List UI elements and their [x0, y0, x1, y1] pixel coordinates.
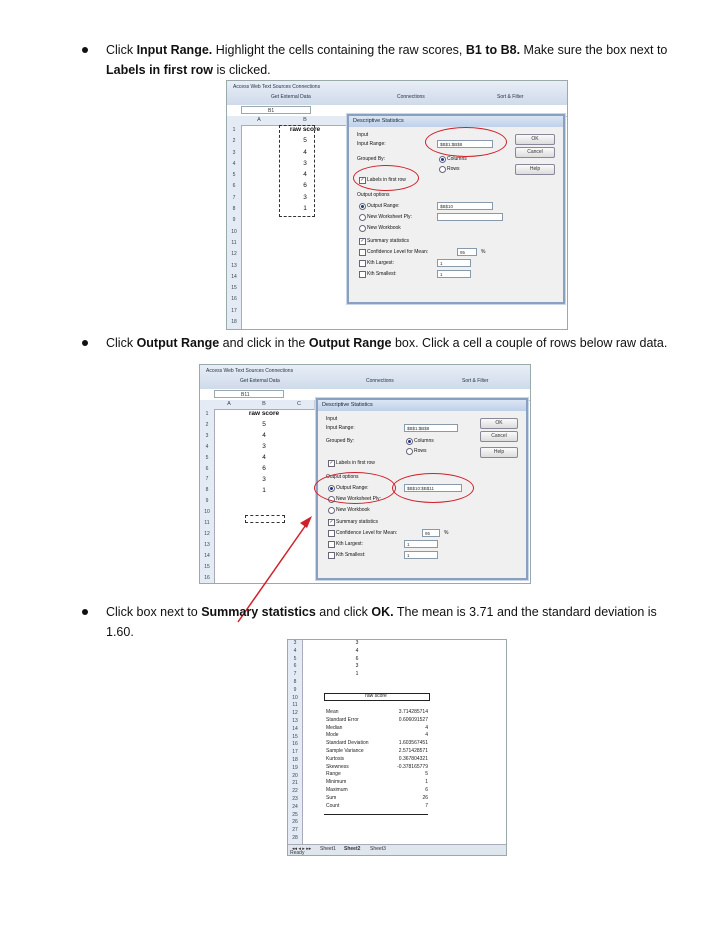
- help-button[interactable]: Help: [480, 447, 518, 458]
- stat-label: Median: [326, 724, 343, 731]
- bullet-icon: [82, 609, 88, 615]
- output-range-field[interactable]: $B$10:$B$11: [404, 484, 462, 492]
- name-box[interactable]: B11: [214, 390, 284, 398]
- stat-value: -0.378165779: [397, 763, 428, 770]
- ok-button[interactable]: OK: [515, 134, 555, 145]
- stat-label: Sample Variance: [326, 748, 364, 754]
- status-bar: Ready: [290, 850, 305, 856]
- excel-ribbon: Access Web Text Sources Connections Get External Data Connections Sort & Filter: [227, 81, 567, 106]
- cancel-button[interactable]: Cancel: [515, 147, 555, 158]
- worksheet-grid[interactable]: A B 1 2 3 4 5 6 7 8 9 10 11 12 13 14 15 16 17 18 raw score 5 4 3 4 6 3 1: [227, 116, 567, 329]
- stat-value: 6: [425, 787, 428, 793]
- excel-screenshot-results: 3 4 5 6 7 8 9 10 11 12 13 14 15 16 17 18 19 20 21 22 23 24 25 26 27 28 3 4 6 3 1 raw score Mean 3.714285714 Standard Error 0.606091527 Median 4 Mode 4 Standard Deviation 1.603567451 Sample Variance 2.571428571 Kurtosis 0.367804321 Skewness -0.378165779 Range 5 Minimum 1 Maximum 6 Sum 26 Count 7 ◂◂ ◂ ▸ ▸▸ Sheet1 Sheet2 Sheet3 Ready: [287, 639, 507, 856]
- descriptive-statistics-dialog: Descriptive Statistics Input Input Range: $B$1:$B$8 Grouped By: Columns Rows ✓ Labels in first row Output options Output Range: $B$10:$B$11 New Worksheet Ply: New Workbook ✓ Summary statistics Confidence Level for Mean: 95 % Kth Largest: 1 Kth Smallest: 1 OK Cancel Help: [316, 398, 528, 580]
- output-range-field[interactable]: $B$10: [437, 202, 493, 210]
- stat-value: 1.603567451: [398, 740, 428, 747]
- stat-label: Skewness: [326, 763, 349, 770]
- kth-largest-field[interactable]: 1: [404, 540, 438, 548]
- stat-value: 2.571428571: [398, 748, 428, 754]
- stat-label: Standard Deviation: [326, 740, 369, 747]
- stat-label: Mode: [326, 732, 339, 739]
- stat-label: Minimum: [326, 779, 347, 786]
- help-button[interactable]: Help: [515, 164, 555, 175]
- kth-largest-field[interactable]: 1: [437, 259, 471, 267]
- kth-smallest-field[interactable]: 1: [404, 551, 438, 559]
- sheet-tabs: [288, 844, 506, 855]
- labels-first-row-checkbox[interactable]: ✓: [360, 177, 365, 183]
- confidence-level-field[interactable]: 95: [422, 529, 440, 537]
- excel-ribbon: Access Web Text Sources Connections Get External Data Connections Sort & Filter: [200, 365, 530, 390]
- stat-value: 0.367804321: [398, 755, 428, 762]
- stat-label: Standard Error: [326, 716, 359, 723]
- kth-smallest-field[interactable]: 1: [437, 270, 471, 278]
- step-3-text: Click box next to Summary statistics and click OK. The mean is 3.71 and the standard deviation is 1.60.: [106, 605, 657, 639]
- stat-label: Range: [326, 771, 341, 778]
- labels-first-row-checkbox[interactable]: ✓: [329, 460, 334, 466]
- tab-sheet3[interactable]: Sheet3: [370, 846, 386, 852]
- cancel-button[interactable]: Cancel: [480, 431, 518, 442]
- stat-label: Sum: [326, 794, 337, 801]
- step-3: [84, 602, 684, 642]
- tab-sheet2[interactable]: Sheet2: [344, 846, 361, 852]
- input-range-field[interactable]: $B$1:$B$8: [437, 140, 493, 148]
- name-box[interactable]: B1: [241, 106, 311, 114]
- stat-value: 5: [425, 771, 428, 778]
- descriptive-statistics-dialog: Descriptive Statistics Input Input Range: $B$1:$B$8 Grouped By: Columns Rows ✓ Labels in first row Output options Output Range: $B$10 New Worksheet Ply: New Workbook ✓ Summary statistics Confidence Level for Mean: 95 % Kth Largest: 1 Kth Smallest: 1 OK Cancel Help: [347, 114, 565, 304]
- stat-label: Count: [326, 802, 340, 809]
- stat-value: 1: [425, 779, 428, 786]
- stat-value: 4: [425, 724, 428, 731]
- stat-value: 7: [425, 802, 428, 809]
- step-2-text: Click Output Range and click in the Output Range box. Click a cell a couple of rows below raw data.: [106, 336, 668, 350]
- worksheet-grid[interactable]: A B C 1 2 3 4 5 6 7 8 9 10 11 12 13 14 15 16 raw score 5 4 3 4 6 3 1: [200, 400, 530, 583]
- summary-statistics-checkbox[interactable]: ✓: [360, 238, 365, 244]
- stat-value: 0.606091527: [398, 716, 428, 723]
- stat-label: Kurtosis: [326, 755, 345, 762]
- ok-button[interactable]: OK: [480, 418, 518, 429]
- summary-statistics-checkbox[interactable]: ✓: [329, 519, 334, 525]
- step-1-text: Click Input Range. Highlight the cells containing the raw scores, B1 to B8. Make sure the box next to Labels in first row is clicked.: [106, 43, 668, 77]
- tab-sheet1[interactable]: Sheet1: [320, 846, 336, 852]
- stat-value: 26: [422, 794, 428, 801]
- stat-label: Mean: [326, 709, 339, 715]
- stat-value: 3.714285714: [398, 709, 428, 715]
- tab-nav-icon[interactable]: ◂◂ ◂ ▸ ▸▸: [292, 846, 312, 852]
- confidence-level-field[interactable]: 95: [457, 248, 477, 256]
- stat-label: Maximum: [326, 787, 348, 793]
- input-range-field[interactable]: $B$1:$B$8: [404, 424, 458, 432]
- stat-value: 4: [425, 732, 428, 739]
